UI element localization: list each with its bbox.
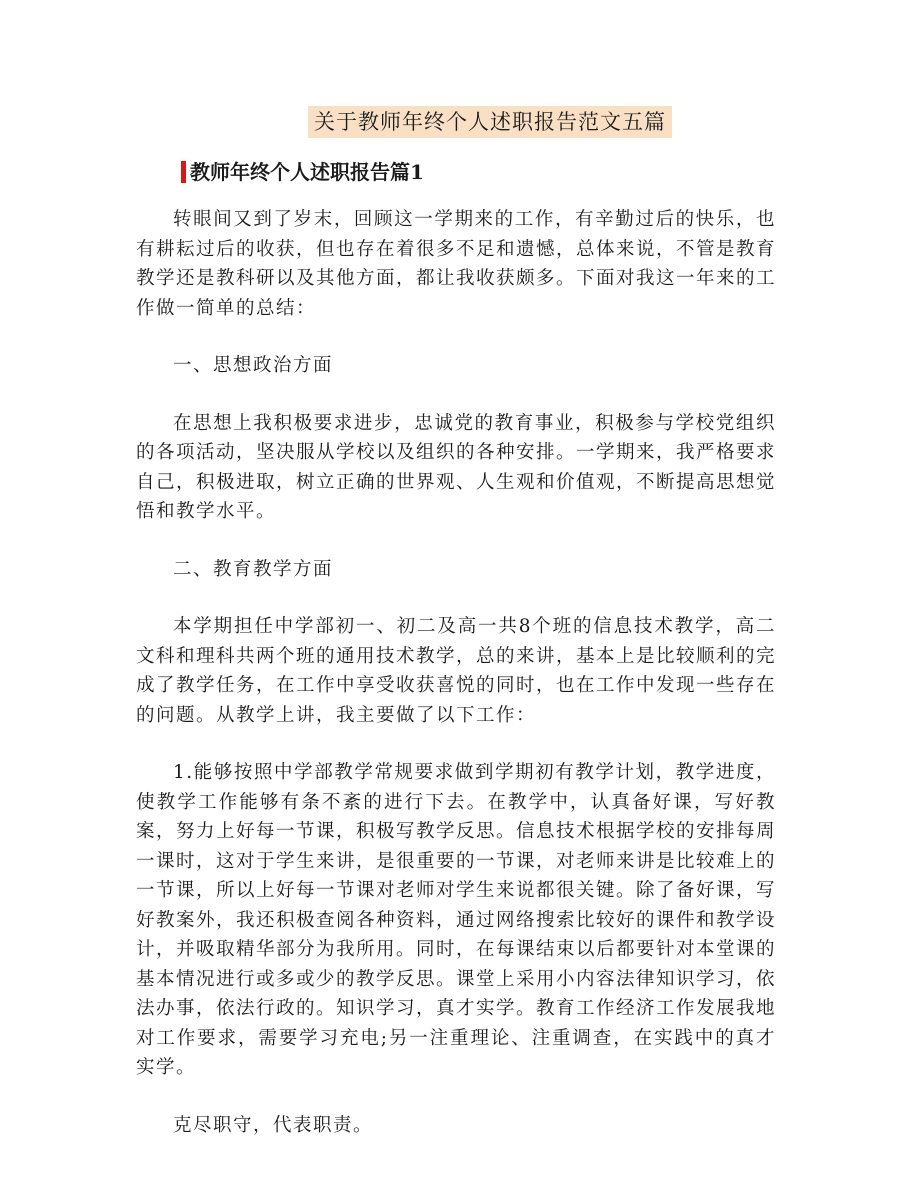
section-heading-text: 教师年终个人述职报告篇1	[190, 160, 424, 184]
heading-marker	[181, 161, 186, 183]
paragraph-teaching-item-1: 1.能够按照中学部教学常规要求做到学期初有教学计划，教学进度，使教学工作能够有条不紊的进行下去。在教学中，认真备好课，写好教案，努力上好每一节课，积极写教学反思。信息技术根据学校的安排每周一课时，这对于学生来讲，是很重要的一节课，对老师来讲是比较难上的一节课，所以上好每一节课对老师对学生来说都很关键。除了备好课，写好教案外，我还积极查阅各种资料，通过网络搜索比较好的课件和教学设计，并吸取精华部分为我所用。同时，在每课结束以后都要针对本堂课的基本情况进行或多或少的教学反思。课堂上采用小内容法律知识学习，依法办事，依法行政的。知识学习，真才实学。教育工作经济工作发展我地对工作要求，需要学习充电;另一注重理论、注重调查，在实践中的真才实学。	[136, 762, 777, 1078]
subheading-ideology: 一、思想政治方面	[173, 355, 334, 376]
document-title: 关于教师年终个人述职报告范文五篇	[308, 106, 672, 138]
section-heading	[181, 158, 424, 186]
document-body	[136, 205, 776, 1168]
paragraph-teaching: 本学期担任中学部初一、初二及高一共8个班的信息技术教学，高二文科和理科共两个班的通用技术教学，总的来讲，基本上是比较顺利的完成了教学任务，在工作中享受收获喜悦的同时，也在工作中发现一些存在的问题。从教学上讲，我主要做了以下工作：	[136, 616, 777, 726]
paragraph-ideology: 在思想上我积极要求进步，忠诚党的教育事业，积极参与学校党组织的各项活动，坚决服从学校以及组织的各种安排。一学期来，我严格要求自己，积极进取，树立正确的世界观、人生观和价值观，不断提高思想觉悟和教学水平。	[136, 412, 777, 522]
paragraph-closing: 克尽职守，代表职责。	[173, 1114, 374, 1136]
subheading-teaching: 二、教育教学方面	[173, 558, 334, 580]
paragraph-intro: 转眼间又到了岁末，回顾这一学期来的工作，有辛勤过后的快乐，也有耕耘过后的收获，但也存在着很多不足和遗憾，总体来说，不管是教育教学还是教科研以及其他方面，都让我收获颇多。下面对我这一年来的工作做一简单的总结：	[136, 209, 777, 319]
